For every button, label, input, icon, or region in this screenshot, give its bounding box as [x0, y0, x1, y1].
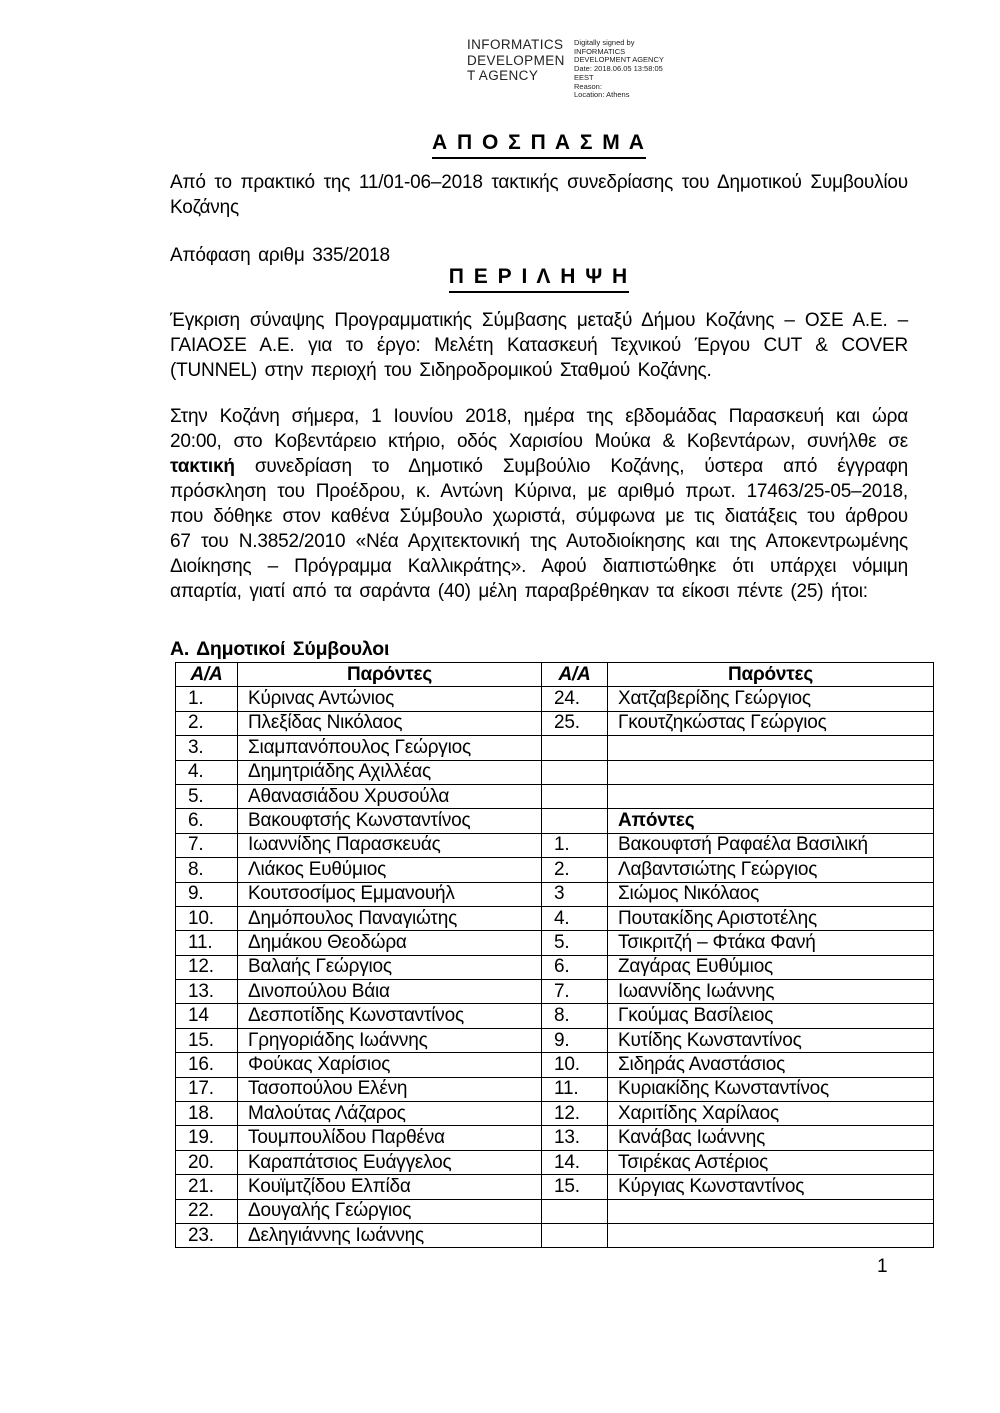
table-row	[176, 882, 934, 906]
row-number-cell: 5.	[542, 931, 608, 955]
row-number-cell: 19.	[176, 1126, 238, 1150]
table-row	[176, 1223, 934, 1247]
signature-agency-name	[467, 37, 567, 100]
table-row	[176, 711, 934, 735]
table-header-row	[176, 663, 934, 687]
member-name-cell: Τουμπουλίδου Παρθένα	[238, 1126, 542, 1150]
member-name-cell: Κύργιας Κωνσταντίνος	[608, 1175, 934, 1199]
table-header-aa-right: Α/Α	[542, 663, 608, 687]
member-name-cell: Τσικριτζή – Φτάκα Φανή	[608, 931, 934, 955]
member-name-cell: Μαλούτας Λάζαρος	[238, 1102, 542, 1126]
table-row	[176, 1199, 934, 1223]
table-row	[176, 1102, 934, 1126]
member-name-cell: Σιώμος Νικόλαος	[608, 882, 934, 906]
row-number-cell	[542, 784, 608, 808]
row-number-cell: 2.	[176, 711, 238, 735]
row-number-cell: 6.	[542, 955, 608, 979]
row-number-cell: 22.	[176, 1199, 238, 1223]
row-number-cell: 11.	[176, 931, 238, 955]
row-number-cell: 12.	[176, 955, 238, 979]
row-number-cell: 13.	[176, 980, 238, 1004]
member-name-cell: Βακουφτσή Ραφαέλα Βασιλική	[608, 833, 934, 857]
row-number-cell: 3.	[176, 736, 238, 760]
row-number-cell: 23.	[176, 1223, 238, 1247]
table-row	[176, 858, 934, 882]
decision-number: Απόφαση αριθμ 335/2018	[170, 245, 390, 266]
member-name-cell: Χαριτίδης Χαρίλαος	[608, 1102, 934, 1126]
council-table	[175, 662, 934, 1248]
row-number-cell: 18.	[176, 1102, 238, 1126]
row-number-cell: 2.	[542, 858, 608, 882]
table-header-aa-left: Α/Α	[176, 663, 238, 687]
signature-agency-line: DEVELOPMEN	[467, 52, 565, 68]
table-row	[176, 906, 934, 930]
row-number-cell: 8.	[542, 1004, 608, 1028]
member-name-cell: Κανάβας Ιωάννης	[608, 1126, 934, 1150]
member-name-cell: Γκούμας Βασίλειος	[608, 1004, 934, 1028]
row-number-cell: 1.	[176, 687, 238, 711]
member-name-cell: Ιωαννίδης Παρασκευάς	[238, 833, 542, 857]
member-name-cell: Κυτίδης Κωνσταντίνος	[608, 1028, 934, 1052]
member-name-cell: Τασοπούλου Ελένη	[238, 1077, 542, 1101]
member-name-cell: Χατζαβερίδης Γεώργιος	[608, 687, 934, 711]
table-header-present-right: Παρόντες	[608, 663, 934, 687]
member-name-cell: Γρηγοριάδης Ιωάννης	[238, 1028, 542, 1052]
table-row	[176, 1053, 934, 1077]
member-name-cell: Τσιρέκας Αστέριος	[608, 1150, 934, 1174]
member-name-cell: Γκουτζηκώστας Γεώργιος	[608, 711, 934, 735]
row-number-cell: 4.	[542, 906, 608, 930]
member-name-cell	[608, 784, 934, 808]
summary-title: Π Ε Ρ Ι Λ Η Ψ Η	[170, 265, 908, 289]
signature-detail-line: Location: Athens	[574, 90, 630, 100]
row-number-cell: 6.	[176, 809, 238, 833]
member-name-cell: Καραπάτσιος Ευάγγελος	[238, 1150, 542, 1174]
member-name-cell: Κυριακίδης Κωνσταντίνος	[608, 1077, 934, 1101]
document-title: Α Π Ο Σ Π Α Σ Μ Α	[170, 131, 908, 155]
row-number-cell: 10.	[176, 906, 238, 930]
table-row	[176, 833, 934, 857]
digital-signature-block	[467, 37, 694, 100]
row-number-cell: 7.	[542, 980, 608, 1004]
body-text-part1: Στην Κοζάνη σήμερα, 1 Ιουνίου 2018, ημέρα της εβδομάδας Παρασκευή και ώρα 20:00, στο Κοβεντάρειο κτήριο, οδός Χαρισίου Μούκα & Κοβεντάρων, συνήλθε σε	[170, 406, 908, 452]
table-row	[176, 687, 934, 711]
row-number-cell: 20.	[176, 1150, 238, 1174]
member-name-cell	[608, 736, 934, 760]
member-name-cell: Δημάκου Θεοδώρα	[238, 931, 542, 955]
signature-details	[574, 37, 694, 100]
member-name-cell: Πλεξίδας Νικόλαος	[238, 711, 542, 735]
council-table-body	[176, 687, 934, 1248]
table-row	[176, 784, 934, 808]
row-number-cell: 9.	[176, 882, 238, 906]
table-row	[176, 760, 934, 784]
signature-detail-line: DEVELOPMENT AGENCY	[574, 55, 664, 65]
signature-detail-line: EEST	[574, 72, 594, 82]
table-row	[176, 1150, 934, 1174]
member-name-cell: Φούκας Χαρίσιος	[238, 1053, 542, 1077]
row-number-cell: 25.	[542, 711, 608, 735]
table-row	[176, 1175, 934, 1199]
row-number-cell	[542, 736, 608, 760]
table-row	[176, 931, 934, 955]
table-row	[176, 1028, 934, 1052]
body-paragraph	[170, 404, 908, 604]
row-number-cell: 12.	[542, 1102, 608, 1126]
member-name-cell: Λιάκος Ευθύμιος	[238, 858, 542, 882]
signature-detail-line: INFORMATICS	[574, 46, 626, 56]
row-number-cell: 16.	[176, 1053, 238, 1077]
table-row	[176, 980, 934, 1004]
member-name-cell: Κουϊμτζίδου Ελπίδα	[238, 1175, 542, 1199]
member-name-cell: Κουτσοσίμος Εμμανουήλ	[238, 882, 542, 906]
signature-detail-line: Date: 2018.06.05 13:58:05	[574, 64, 663, 74]
row-number-cell: 15.	[176, 1028, 238, 1052]
row-number-cell: 9.	[542, 1028, 608, 1052]
table-row	[176, 809, 934, 833]
member-name-cell: Ζαγάρας Ευθύμιος	[608, 955, 934, 979]
body-text-part2: συνεδρίαση το Δημοτικό Συμβούλιο Κοζάνης, ύστερα από έγγραφη πρόσκληση του Προέδρου, κ. Αντώνη Κύρινα, με αριθμό πρωτ. 17463/25-05–2018, που δόθηκε στον καθένα Σύμβουλο χωριστά, σύμφωνα με τις διατάξεις του άρθρου 67 του Ν.3852/2010 «Νέα Αρχιτεκτονική της Αυτοδιοίκησης και της Αποκεντρωμένης Διοίκησης – Πρόγραμμα Καλλικράτης». Αφού διαπιστώθηκε ότι υπάρχει νόμιμη απαρτία, γιατί από τα σαράντα (40) μέλη παραβρέθηκαν τα είκοσι πέντε (25) ήτοι:	[170, 456, 908, 602]
row-number-cell: 11.	[542, 1077, 608, 1101]
member-name-cell: Αθανασιάδου Χρυσούλα	[238, 784, 542, 808]
signature-agency-line: T AGENCY	[467, 68, 539, 83]
member-name-cell: Κύρινας Αντώνιος	[238, 687, 542, 711]
row-number-cell: 8.	[176, 858, 238, 882]
member-name-cell: Απόντες	[608, 809, 934, 833]
member-name-cell: Λαβαντσιώτης Γεώργιος	[608, 858, 934, 882]
row-number-cell	[542, 809, 608, 833]
table-header-present-left: Παρόντες	[238, 663, 542, 687]
member-name-cell: Δημόπουλος Παναγιώτης	[238, 906, 542, 930]
table-row	[176, 1004, 934, 1028]
emphasis-regular-session: τακτική	[170, 456, 235, 477]
row-number-cell	[542, 1223, 608, 1247]
member-name-cell: Σιδηράς Αναστάσιος	[608, 1053, 934, 1077]
summary-paragraph: Έγκριση σύναψης Προγραμματικής Σύμβασης μεταξύ Δήμου Κοζάνης – ΟΣΕ Α.Ε. – ΓΑΙΑΟΣΕ Α.Ε. για το έργο: Μελέτη Κατασκευή Τεχνικού Έργου CUT & COVER (TUNNEL) στην περιοχή του Σιδηροδρομικού Σταθμού Κοζάνης.	[170, 310, 908, 381]
member-name-cell: Δημητριάδης Αχιλλέας	[238, 760, 542, 784]
signature-detail-line: Digitally signed by	[574, 38, 635, 47]
row-number-cell: 5.	[176, 784, 238, 808]
row-number-cell: 17.	[176, 1077, 238, 1101]
row-number-cell: 7.	[176, 833, 238, 857]
member-name-cell: Δεσποτίδης Κωνσταντίνος	[238, 1004, 542, 1028]
member-name-cell: Δεληγιάννης Ιωάννης	[238, 1223, 542, 1247]
intro-paragraph: Από το πρακτικό της 11/01-06–2018 τακτικής συνεδρίασης του Δημοτικού Συμβουλίου Κοζάνης	[170, 172, 908, 218]
row-number-cell	[542, 760, 608, 784]
table-row	[176, 1126, 934, 1150]
member-name-cell: Βαλαής Γεώργιος	[238, 955, 542, 979]
table-row	[176, 955, 934, 979]
row-number-cell: 15.	[542, 1175, 608, 1199]
member-name-cell: Πουτακίδης Αριστοτέλης	[608, 906, 934, 930]
row-number-cell: 13.	[542, 1126, 608, 1150]
row-number-cell: 14.	[542, 1150, 608, 1174]
row-number-cell	[542, 1199, 608, 1223]
member-name-cell: Σιαμπανόπουλος Γεώργιος	[238, 736, 542, 760]
page-number: 1	[877, 1256, 888, 1277]
member-name-cell: Δουγαλής Γεώργιος	[238, 1199, 542, 1223]
row-number-cell: 14	[176, 1004, 238, 1028]
row-number-cell: 4.	[176, 760, 238, 784]
table-row	[176, 736, 934, 760]
row-number-cell: 10.	[542, 1053, 608, 1077]
member-name-cell: Ιωαννίδης Ιωάννης	[608, 980, 934, 1004]
table-row	[176, 1077, 934, 1101]
row-number-cell: 1.	[542, 833, 608, 857]
member-name-cell: Βακουφτσής Κωνσταντίνος	[238, 809, 542, 833]
row-number-cell: 21.	[176, 1175, 238, 1199]
signature-agency-line: INFORMATICS	[467, 37, 564, 52]
member-name-cell: Δινοπούλου Βάια	[238, 980, 542, 1004]
member-name-cell	[608, 1223, 934, 1247]
signature-detail-line: Reason:	[574, 81, 602, 91]
section-heading: Α. Δημοτικοί Σύμβουλοι	[170, 638, 390, 660]
member-name-cell	[608, 1199, 934, 1223]
member-name-cell	[608, 760, 934, 784]
row-number-cell: 3	[542, 882, 608, 906]
row-number-cell: 24.	[542, 687, 608, 711]
